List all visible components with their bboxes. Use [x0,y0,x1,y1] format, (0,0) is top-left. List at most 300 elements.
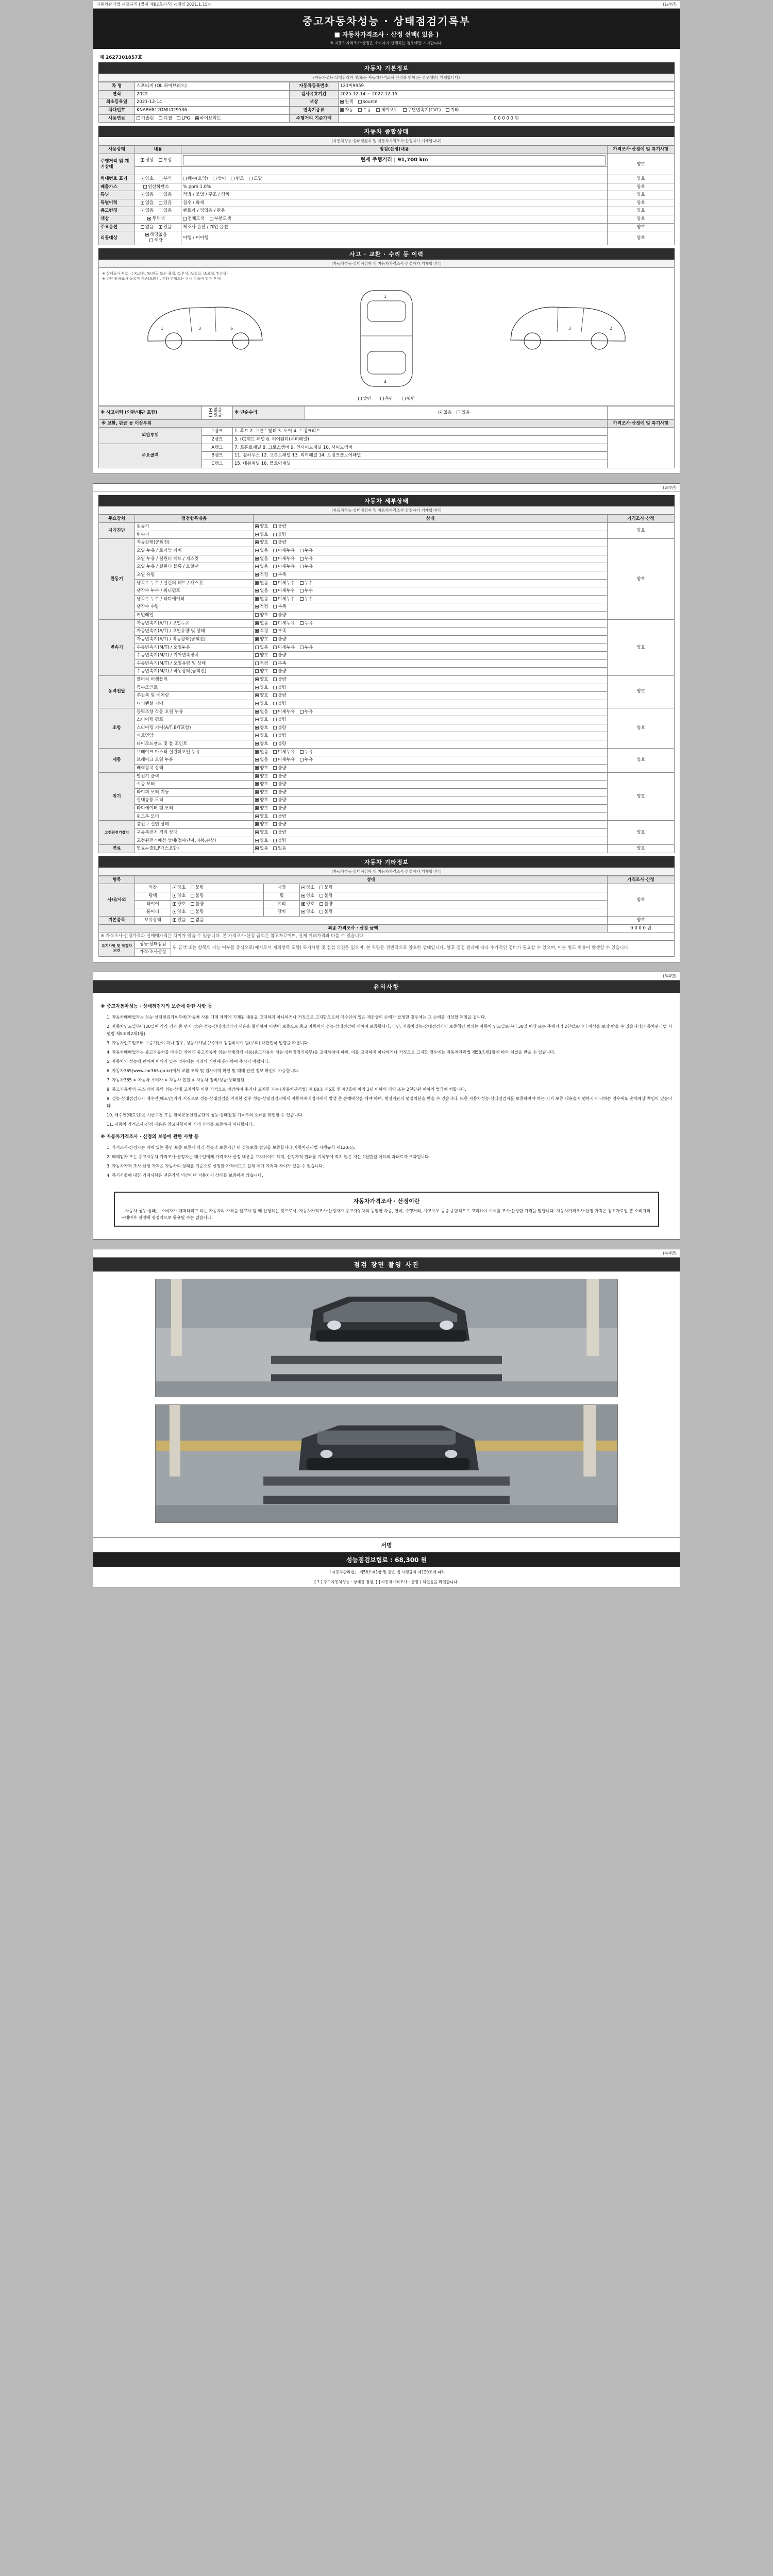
trans-3-opt-0[interactable]: 없음 [255,645,268,651]
item-trans-1: 자동변속기(A/T) / 오일유량 및 상태 [135,628,254,636]
parts-note-header: 가격조사·산정에 및 특기사항 [608,419,675,428]
elec-5-opt-1[interactable]: 불량 [273,814,286,820]
brake-0-opt-2[interactable]: 누유 [300,750,313,755]
trans-6-opt-1[interactable]: 불량 [273,669,286,674]
engine-3-opt-1[interactable]: 미세누유 [273,564,295,570]
table-row [99,563,675,571]
row-note-mileage: 양호 [608,154,675,175]
elec-4-opt-0[interactable]: 양호 [255,806,268,811]
table-row [99,700,675,708]
trans-4-opt-0[interactable]: 양호 [255,653,268,658]
engine-6-opt-0[interactable]: 없음 [255,588,268,594]
value-inspect-valid: 2025-12-14 ~ 2027-12-15 [339,90,675,98]
group-hv: 고전원전기장치 [99,821,135,845]
value-color-options [339,98,675,107]
table-row [99,900,675,908]
etc-1-opt-1[interactable]: 불량 [191,893,204,899]
item-engine-3: 오일 누유 / 실린더 블록 / 오일팬 [135,563,254,571]
hv-0-opt-0[interactable]: 양호 [255,822,268,827]
engine-2-opt-2[interactable]: 누유 [300,556,313,562]
engine-7-opt-2[interactable]: 누수 [300,597,313,602]
engine-5-opt-0[interactable]: 없음 [255,581,268,586]
etc-state-2 [171,900,264,908]
table-row [99,106,675,114]
vin-option-3[interactable]: 상이 [213,176,226,182]
col-detail-note: 가격조사·산정 [608,515,675,523]
base-0-opt-1[interactable]: 없음 [191,918,204,923]
vin-option-1[interactable]: 부식 [159,176,172,182]
mileage-option-0[interactable]: 정상 [141,158,154,163]
item-trans-6: 수동변속기(M/T) / 작동상태(공회전) [135,668,254,676]
table-row [99,154,675,167]
warning-s3-item-1: 2. 매매업자 또는 중고자동차 가격조사·산정자는 매수인에게 가격조사·산정 내용을 고지하여야 하며, 산정가격 결과를 기록부에 적지 않은 자는 1천만원 이하의 과태료가 부과됩니다. [107,1154,430,1159]
hv-1-opt-0[interactable]: 양호 [255,830,268,836]
item-hv-2: 고전원전기배선 상태(접속단자,피복,손상) [135,837,254,845]
fuel-option-2[interactable]: LPG [177,116,190,122]
car-side-right-icon [501,284,635,362]
table-row [99,628,675,636]
warning-s3-item-0: 1. 가격조사·산정자는 이에 있는 동안 보증 보증에 따라 성능과 보증기간 내 성능보증 범위를 보증합니다(자동차관리법 시행규칙 제120조). [107,1145,355,1150]
note-engine: 양호 [608,539,675,619]
table-row [99,684,675,692]
row-opts-recall [135,231,181,245]
table-row [99,884,675,892]
detail-section-title: 자동차 세부상태 [98,495,675,506]
color-option-0[interactable]: 원색 [340,99,353,105]
vin-option-0[interactable]: 양호 [141,176,154,182]
fuel-option-1[interactable]: 디젤 [159,116,172,122]
engine-1-opt-0[interactable]: 없음 [255,548,268,554]
trans-2-opt-1[interactable]: 불량 [273,637,286,642]
color-state-option-1[interactable]: 전체도색 [183,216,205,222]
table-row [99,828,675,837]
rank-a-items: 7. 프론트패널 8. 크로스멤버 9. 인사이드패널 10. 사이드멤버 [233,444,608,452]
svg-text:3: 3 [568,326,572,331]
label-mileage-base: 주행거리 기준가액 [290,114,339,123]
warning-s2-item-2: 10. 매수인(매도인)은 시군구청 또는 한국교통안전공단에 성능·상태점검 기록부의 오류를 확인할 수 있습니다. [107,1112,304,1117]
state-brake-1 [254,756,608,765]
trans-3-opt-1[interactable]: 미세누유 [273,645,295,651]
etc-0-opt-1[interactable]: 불량 [191,885,204,891]
selfdiag-1-opt-1[interactable]: 불량 [273,532,286,538]
table-row [99,652,675,660]
state-trans-6 [254,668,608,676]
state-engine-3 [254,563,608,571]
brake-2-opt-1[interactable]: 불량 [273,766,286,771]
vin-option-2[interactable]: 훼손(오염) [183,176,208,182]
etc2-0-opt-1[interactable]: 불량 [320,885,332,891]
state-hv-1 [254,828,608,837]
etc2-2-opt-1[interactable]: 불량 [320,902,332,907]
brake-0-opt-1[interactable]: 미세누유 [273,750,295,755]
elec-5-opt-0[interactable]: 양호 [255,814,268,820]
basic-info-table [98,82,675,123]
table-row [99,837,675,845]
inspection-photo-rear [155,1404,618,1523]
state-trans-3 [254,643,608,652]
engine-1-opt-2[interactable]: 누유 [300,548,313,554]
fuelleak-opt-0[interactable]: 없음 [255,846,268,852]
etc-note: 양호 [608,884,675,917]
table-row [99,571,675,579]
trans-0-opt-0[interactable]: 없음 [255,621,268,626]
table-row [99,444,675,452]
steer-3-opt-1[interactable]: 불량 [273,733,286,739]
svg-text:4: 4 [384,379,387,384]
engine-8-opt-0[interactable]: 적정 [255,604,268,610]
row-value-emission: % ppm 1.0% [181,183,608,191]
warning-s1-item-3: 4. 자동차매매업자는 중고자동차를 매수한 자에게 중고자동차 성능·상태점검 내용(중고자동차 성능·상태점검기록부)을 고지하여야 하며, 이를 고지하지 아니하거나 거짓으로 고지한 경우에는 자동차관리법 제58조제1항에 따라 처벌을 받을 수 있습니다. [107,1049,556,1055]
etc-section-sub: (자동차성능·상태점검자 및 자동차가격조사·산정자가 기재합니다) [98,868,675,876]
col-note: 가격조사·산정에 및 특기사항 [608,146,675,154]
base-0-opt-0[interactable]: 있음 [173,918,186,923]
value-mileage-base: 0 0 0 0 0 원 [339,114,675,123]
accident-legend-note: ※ 상태표시 부호 : ( X:교환, W:판금 또는 용접, C:부식, A:흠집, U:요철, T:손상) [102,271,228,276]
brake-0-opt-0[interactable]: 없음 [255,750,268,755]
table-row [99,406,675,419]
rank-1: 1랭크 [202,428,233,436]
bottom-note-line2: [ 1 ] 중고자동차성능 · 상태를 점검, [ ] 자동차가격조사 · 산정 ) 하였음을 확인합니다. [314,1579,459,1584]
color-option-1[interactable]: source [358,99,377,105]
label-trans: 변속기종류 [290,106,339,114]
view-front: 앞면 [358,396,371,401]
group-brake: 제동 [99,748,135,772]
etc2-3-opt-1[interactable]: 불량 [320,909,332,915]
special-option-1[interactable]: 있음 [159,200,172,206]
state-steer-2 [254,724,608,732]
item-elec-3: 실내송풍 모터 [135,796,254,805]
power-1-opt-0[interactable]: 양호 [255,685,268,691]
engine-4-opt-1[interactable]: 부족 [273,572,286,578]
trans-option-3[interactable]: 무단변속기(CVT) [403,108,441,113]
etc-item2-3: 장비 [264,908,300,917]
warning-body [93,993,680,1187]
table-row [99,924,675,933]
warning-s1-item-6: 7. 자동차365 > 자동차 소비자 > 자동차 민원 > 자동차 정비/성능·상태점검 [107,1077,244,1082]
group-fuel: 연료 [99,845,135,853]
row-note-vin: 양호 [608,175,675,183]
engine-4-opt-0[interactable]: 적정 [255,572,268,578]
fuel-option-3[interactable]: 하이브리드 [195,116,221,122]
engine-0-opt-1[interactable]: 불량 [273,540,286,546]
table-row [99,82,675,91]
rank-2: 2랭크 [202,436,233,444]
steer-0-opt-1[interactable]: 미세누유 [273,709,295,715]
form-number: 제 2627301857호 [99,55,143,60]
etc-state2-3 [300,908,608,917]
engine-9-opt-1[interactable]: 불량 [273,613,286,618]
table-row [99,587,675,596]
usechange-option-0[interactable]: 없음 [141,208,154,214]
photo-gallery [93,1272,680,1537]
steer-0-opt-2[interactable]: 누유 [300,709,313,715]
etc-state2-0 [300,884,608,892]
simple-option-0[interactable]: 없음 [439,410,451,416]
etc-state-0 [171,884,264,892]
hv-1-opt-1[interactable]: 불량 [273,830,286,836]
elec-2-opt-1[interactable]: 불량 [273,790,286,795]
item-power-0: 클러치 어셈블리 [135,676,254,684]
parts-header: ※ 교환, 판금 등 이상부위 [99,419,608,428]
selfdiag-0-opt-1[interactable]: 불량 [273,524,286,530]
trans-4-opt-1[interactable]: 불량 [273,653,286,658]
power-3-opt-0[interactable]: 양호 [255,701,268,707]
etc2-2-opt-0[interactable]: 양호 [301,902,314,907]
page-mark-4: (4/4면) [663,1250,677,1256]
warning-s1-item-0: 1. 자동차매매업자는 성능·상태점검기록부에(자동차 사용 매매 계약에 기재된 내용을 고지하지 아니하거나 거짓으로 고지함으로써 매수인이 입은 재산상의 손해가 발생한 경우에는 그 손해를 배상할 책임을 집니다. [107,1014,486,1020]
emission-option-0[interactable]: 일산화탄소 [143,184,169,190]
hv-2-opt-1[interactable]: 불량 [273,838,286,844]
table-row [99,668,675,676]
overall-section-title: 자동차 종합상태 [98,126,675,137]
elec-0-opt-0[interactable]: 양호 [255,774,268,779]
steer-2-opt-0[interactable]: 양호 [255,725,268,731]
document-head-note: ※ 자동차가격조사·산정은 소비자가 선택하는 경우에만 기재합니다. [330,41,443,45]
table-row [99,98,675,107]
state-steer-0 [254,708,608,716]
engine-8-opt-1[interactable]: 부족 [273,604,286,610]
table-row [99,692,675,700]
label-color: 색상 [290,98,339,107]
etc-3-opt-0[interactable]: 양호 [173,909,186,915]
table-row [99,419,675,428]
table-row [99,579,675,587]
table-row [99,908,675,917]
trans-0-opt-1[interactable]: 미세누유 [273,621,295,626]
state-power-0 [254,676,608,684]
table-row [99,740,675,749]
elec-3-opt-1[interactable]: 불량 [273,798,286,803]
elec-1-opt-1[interactable]: 불량 [273,782,286,787]
etc2-3-opt-0[interactable]: 양호 [301,909,314,915]
photo-rear-graphic [156,1405,617,1522]
final-price-value: 0 0 0 0 원 [608,924,675,933]
tuning-option-1[interactable]: 있음 [159,192,172,198]
engine-5-opt-1[interactable]: 미세누수 [273,581,295,586]
power-0-opt-1[interactable]: 불량 [273,677,286,683]
etc-0-opt-0[interactable]: 양호 [173,885,186,891]
engine-5-opt-2[interactable]: 누수 [300,581,313,586]
trans-0-opt-2[interactable]: 누유 [300,621,313,626]
rank-c-items: 15. 대쉬패널 16. 플로어패널 [233,460,608,468]
color-state-option-2[interactable]: 부분도색 [210,216,231,222]
row-note-special: 양호 [608,199,675,207]
engine-0-opt-0[interactable]: 양호 [255,540,268,546]
item-trans-2: 자동변속기(A/T) / 작동상태(공회전) [135,635,254,643]
hv-0-opt-1[interactable]: 불량 [273,822,286,827]
engine-7-opt-1[interactable]: 미세누수 [273,597,295,602]
special-note-sub-0: 성능·상태점검 [135,940,171,948]
page-4-top-note [93,1249,680,1258]
elec-4-opt-1[interactable]: 불량 [273,806,286,811]
accident-option-1[interactable]: 있음 [209,413,222,418]
state-selfdiag-0 [254,523,608,531]
item-engine-5: 냉각수 누수 / 실린더 헤드 / 개스킷 [135,579,254,587]
special-option-0[interactable]: 없음 [141,200,154,206]
mileage-value-box: 현재 주행거리 | 91,700 km [183,155,606,166]
document-title: 중고자동차성능 · 상태점검기록부 [302,15,470,27]
state-elec-1 [254,781,608,789]
detail-state-table [98,515,675,853]
elec-0-opt-1[interactable]: 불량 [273,774,286,779]
color-state-option-0[interactable]: 무채색 [147,216,165,222]
page-2-spacer [96,485,98,490]
engine-1-opt-1[interactable]: 미세누유 [273,548,295,554]
hv-2-opt-0[interactable]: 양호 [255,838,268,844]
trans-option-2[interactable]: 세미오토 [376,108,398,113]
trans-1-opt-0[interactable]: 적정 [255,629,268,634]
etc-2-opt-1[interactable]: 불량 [191,902,204,907]
trans-3-opt-2[interactable]: 누유 [300,645,313,651]
table-row [99,90,675,98]
trans-6-opt-0[interactable]: 양호 [255,669,268,674]
table-row [99,724,675,732]
brake-1-opt-2[interactable]: 누유 [300,757,313,763]
trans-option-4[interactable]: 기타 [446,108,459,113]
item-steer-3: 피트먼암 [135,732,254,740]
item-elec-5: 윈도우 모터 [135,812,254,821]
power-2-opt-0[interactable]: 양호 [255,693,268,699]
selfdiag-0-opt-0[interactable]: 양호 [255,524,268,530]
steer-3-opt-0[interactable]: 양호 [255,733,268,739]
trans-5-opt-0[interactable]: 적정 [255,661,268,667]
page-3-top-note [93,972,680,980]
label-inspect-valid: 검사유효기간 [290,90,339,98]
etc-1-opt-0[interactable]: 양호 [173,893,186,899]
etc2-0-opt-0[interactable]: 양호 [301,885,314,891]
steer-1-opt-0[interactable]: 양호 [255,717,268,723]
item-power-3: 디퍼렌셜 기어 [135,700,254,708]
brake-1-opt-0[interactable]: 없음 [255,757,268,763]
value-first-reg: 2021-12-14 [135,98,290,107]
col-state: 상태 [254,515,608,523]
warning-title: 유의사항 [93,980,680,993]
vin-option-4[interactable]: 변조 [231,176,244,182]
page-1 [93,0,680,474]
steer-2-opt-1[interactable]: 불량 [273,725,286,731]
elec-1-opt-0[interactable]: 양호 [255,782,268,787]
engine-2-opt-0[interactable]: 없음 [255,556,268,562]
state-trans-1 [254,628,608,636]
svg-text:1: 1 [384,294,387,299]
etc2-1-opt-1[interactable]: 불량 [320,893,332,899]
steer-4-opt-1[interactable]: 불량 [273,741,286,747]
photo-front-graphic [156,1279,617,1397]
col-main-device: 주요장치 [99,515,135,523]
power-0-opt-0[interactable]: 양호 [255,677,268,683]
detail-section-sub: (자동차성능·상태점검자 및 자동차가격조사·산정자가 기재합니다) [98,506,675,515]
row-note-usechange: 양호 [608,207,675,215]
base-item-0: 보유상태 [135,916,171,924]
warning-s1-item-1: 2. 자동차인도일부터(30일이 각각 경과 중 먼저 것)은 성능·상태점검자의 내용을 확인하여 이행이 보증으로 중고 자동차의 성능·상태점검에 대하여 보증합니다. 다만, 자동차성능·상태점검자의 보증책임 범위는 자동차 인도일로부터 30일 이상 또는 주행거리 2천킬로미터 이상을 보장 받을 수 있습니다(자동차관리법 시행령 제5조의2제1항). [107,1024,673,1036]
item-power-2: 추진축 및 베어링 [135,692,254,700]
selfdiag-1-opt-0[interactable]: 양호 [255,532,268,538]
label-fuel: 사용연료 [99,114,135,123]
table-row [99,748,675,756]
state-selfdiag-1 [254,531,608,539]
row-opts-color [135,215,181,224]
engine-9-opt-0[interactable]: 양호 [255,613,268,618]
group-inout: 사내/사외 [99,884,135,917]
fuel-option-0[interactable]: 가솔린 [137,116,154,122]
item-engine-0: 작동상태(공회전) [135,539,254,547]
engine-2-opt-1[interactable]: 미세누유 [273,556,295,562]
steer-1-opt-1[interactable]: 불량 [273,717,286,723]
item-selfdiag-0: 원동기 [135,523,254,531]
engine-7-opt-0[interactable]: 없음 [255,597,268,602]
fuelleak-opt-1[interactable]: 있음 [273,846,286,852]
steer-4-opt-0[interactable]: 양호 [255,741,268,747]
row-opts-usechange [135,207,181,215]
steer-0-opt-0[interactable]: 없음 [255,709,268,715]
engine-6-opt-2[interactable]: 누수 [300,588,313,594]
state-steer-3 [254,732,608,740]
item-steer-2: 스티어링 기어(A/T,B/T포함) [135,724,254,732]
usechange-option-1[interactable]: 있음 [159,208,172,214]
document-subtitle: ■ 자동차가격조사 · 산정 선택( 있음 ) [334,31,439,38]
brake-1-opt-1[interactable]: 미세누유 [273,757,295,763]
engine-6-opt-1[interactable]: 미세누수 [273,588,295,594]
item-hv-1: 구동축전지 격리 상태 [135,828,254,837]
etc-info-table [98,876,675,957]
etc2-1-opt-0[interactable]: 양호 [301,893,314,899]
etc-item2-1: 휠 [264,892,300,901]
trans-option-0[interactable]: 자동 [340,108,353,113]
base-note: 양호 [608,916,675,924]
power-1-opt-1[interactable]: 불량 [273,685,286,691]
etc-2-opt-0[interactable]: 양호 [173,902,186,907]
trans-option-1[interactable]: 수동 [358,108,371,113]
state-engine-5 [254,579,608,587]
mileage-option-1[interactable]: 부정 [159,158,172,163]
trans-5-opt-1[interactable]: 부족 [273,661,286,667]
document-header [93,9,680,49]
engine-3-opt-0[interactable]: 없음 [255,564,268,570]
brake-2-opt-0[interactable]: 양호 [255,766,268,771]
state-elec-3 [254,796,608,805]
trans-2-opt-0[interactable]: 양호 [255,637,268,642]
recall-option-1[interactable]: 해당 [149,238,162,244]
simple-option-1[interactable]: 있음 [457,410,469,416]
etc-state-1 [171,892,264,901]
etc-3-opt-1[interactable]: 불량 [191,909,204,915]
warning-s2-item-0: 8. 중고자동차의 구조·장치 등의 성능·상태 고지의무 이행 가격으로 점검하여 주거나 고지한 자는 [자동차관리법] 제 80조 제6호 및 제7호에 따라 2년 이하의 징역 또는 2천만원 이하의 벌금에 처합니다. [107,1087,466,1092]
tuning-option-0[interactable]: 없음 [141,192,154,198]
elec-3-opt-0[interactable]: 양호 [255,798,268,803]
state-steer-1 [254,716,608,724]
label-vin: 차대번호 [99,106,135,114]
mainopt-option-1[interactable]: 있음 [159,225,172,230]
accident-option-0[interactable]: 없음 [209,408,222,413]
state-engine-2 [254,555,608,563]
item-trans-3: 수동변속기(M/T) / 오일누유 [135,643,254,652]
power-2-opt-1[interactable]: 불량 [273,693,286,699]
car-diagram-row [102,281,671,394]
vin-option-5[interactable]: 도말 [249,176,262,182]
mainopt-option-0[interactable]: 없음 [141,225,154,230]
engine-3-opt-2[interactable]: 누유 [300,564,313,570]
value-car-name: 스포티지 (QL 하이브리드) [135,82,290,91]
final-price-header: 최종 가격조사 · 산정 금액 [99,924,608,933]
power-3-opt-1[interactable]: 불량 [273,701,286,707]
col-etc-note: 가격조사·산정 [608,876,675,884]
guarantee-box-title: 자동차가격조사 · 산정이란 [353,1197,420,1205]
trans-1-opt-1[interactable]: 부족 [273,629,286,634]
row-opts-emission [135,183,181,191]
recall-option-0[interactable]: 해당없음 [145,232,167,238]
table-row [99,676,675,684]
elec-2-opt-0[interactable]: 양호 [255,790,268,795]
